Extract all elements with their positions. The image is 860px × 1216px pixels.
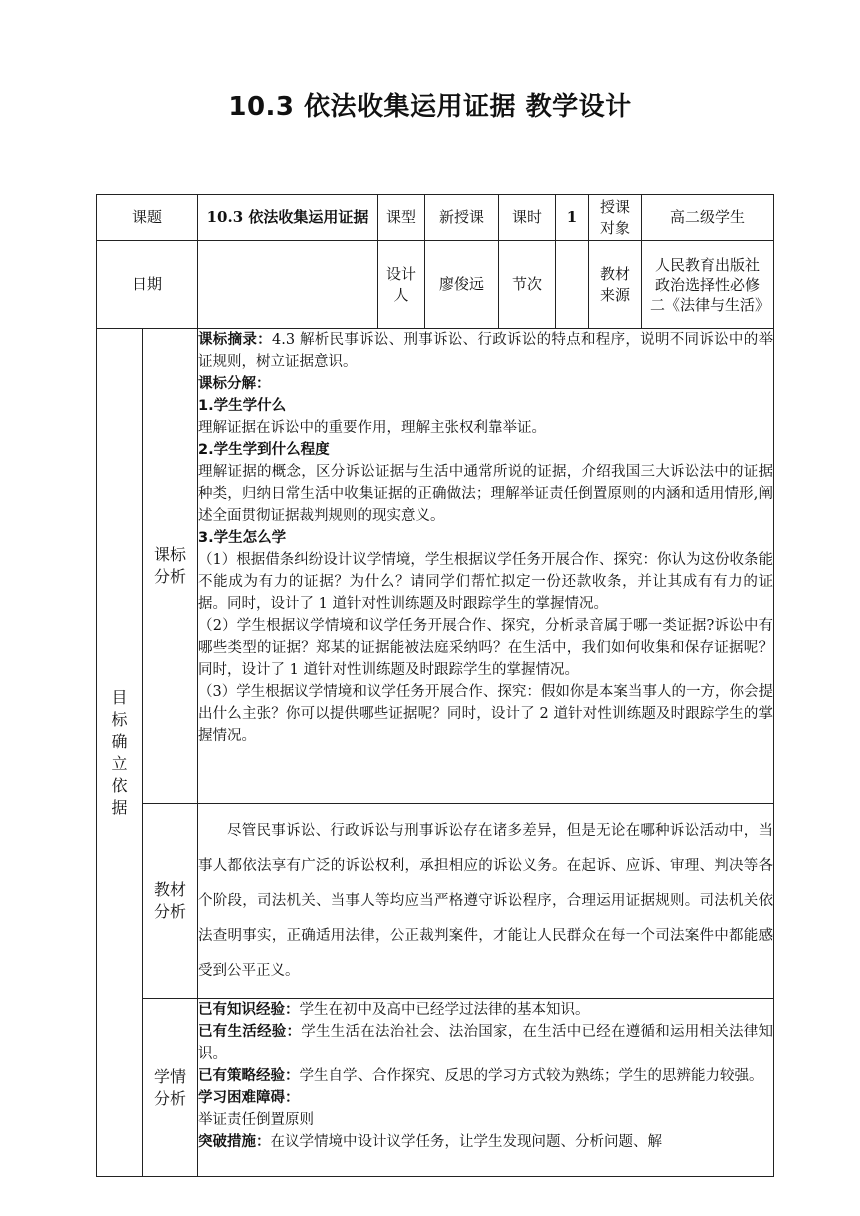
audience-value: 高二级学生 bbox=[642, 195, 774, 241]
designer-value: 廖俊远 bbox=[425, 241, 499, 329]
source-value: 人民教育出版社政治选择性必修二《法律与生活》 bbox=[642, 241, 774, 329]
hours-label: 课时 bbox=[499, 195, 556, 241]
standard-excerpt: 课标摘录：4.3 解析民事诉讼、刑事诉讼、行政诉讼的特点和程序，说明不同诉讼中的举证规则，树立证据意识。 bbox=[198, 332, 774, 370]
textbook-text: 尽管民事诉讼、行政诉讼与刑事诉讼存在诸多差异，但是无论在哪种诉讼活动中，当事人都依法享有广泛的诉讼权利，承担相应的诉讼义务。在起诉、应诉、审理、判决等各个阶段，司法机关、当事人等均应当严格遵守诉讼程序，合理运用证据规则。司法机关依法查明事实，正确适用法律，公正裁判案件，才能让人民群众在每一个司法案件中都能感受到公平正义。 bbox=[198, 804, 774, 999]
type-value: 新授课 bbox=[425, 195, 499, 241]
hours-value: 1 bbox=[556, 195, 589, 241]
section-label: 目标确立依据 bbox=[97, 329, 143, 1177]
life-experience: 已有生活经验：学生生活在法治社会、法治国家，在生活中已经在遵循和运用相关法律知识。 bbox=[198, 1024, 774, 1062]
audience-label: 授课对象 bbox=[589, 195, 642, 241]
breakthrough-measures: 突破措施：在议学情境中设计议学任务，让学生发现问题、分析问题、解 bbox=[198, 1134, 663, 1150]
method-3: （3）学生根据议学情境和议学任务开展合作、探究：假如你是本案当事人的一方，你会提出什么主张？你可以提供哪些证据呢？同时，设计了 2 道针对性训练题及时跟踪学生的掌握情况。 bbox=[198, 684, 774, 744]
question-1: 1.学生学什么 bbox=[198, 398, 287, 414]
header-row-2 bbox=[97, 241, 774, 329]
method-1: （1）根据借条纠纷设计议学情境，学生根据议学任务开展合作、探究：你认为这份收条能不能成为有力的证据？为什么？请同学们帮忙拟定一份还款收条，并让其成有有力的证据。同时，设计了 1 道针对性训练题及时跟踪学生的掌握情况。 bbox=[198, 552, 774, 612]
session-value bbox=[556, 241, 589, 329]
session-label: 节次 bbox=[499, 241, 556, 329]
learner-row bbox=[97, 999, 774, 1177]
document-title: 10.3 依法收集运用证据 教学设计 bbox=[228, 92, 632, 122]
textbook-label: 教材分析 bbox=[143, 804, 198, 999]
date-value bbox=[198, 241, 378, 329]
date-label: 日期 bbox=[97, 241, 198, 329]
standard-row bbox=[97, 329, 774, 804]
textbook-row bbox=[97, 804, 774, 999]
answer-2: 理解证据的概念，区分诉讼证据与生活中通常所说的证据，介绍我国三大诉讼法中的证据种类，归纳日常生活中收集证据的正确做法；理解举证责任倒置原则的内涵和适用情形,阐述全面贯彻证据裁判规则的现实意义。 bbox=[198, 464, 774, 524]
type-label: 课型 bbox=[378, 195, 425, 241]
source-label: 教材来源 bbox=[589, 241, 642, 329]
method-2: （2）学生根据议学情境和议学任务开展合作、探究，分析录音属于哪一类证据?诉讼中有哪些类型的证据？郑某的证据能被法庭采纳吗？在生活中，我们如何收集和保存证据呢？同时，设计了 1 道针对性训练题及时跟踪学生的掌握情况。 bbox=[198, 618, 774, 678]
difficulty-text: 举证责任倒置原则 bbox=[198, 1112, 315, 1128]
strategy-experience: 已有策略经验：学生自学、合作探究、反思的学习方式较为熟练；学生的思辨能力较强。 bbox=[198, 1068, 764, 1084]
difficulty-label: 学习困难障碍： bbox=[198, 1090, 300, 1106]
standard-label: 课标分析 bbox=[143, 329, 198, 804]
answer-1: 理解证据在诉讼中的重要作用，理解主张权利靠举证。 bbox=[198, 420, 547, 436]
topic-value: 10.3 依法收集运用证据 bbox=[198, 195, 378, 241]
question-2: 2.学生学到什么程度 bbox=[198, 442, 330, 458]
designer-label: 设计人 bbox=[378, 241, 425, 329]
standard-breakdown-label: 课标分解： bbox=[198, 376, 271, 392]
topic-label: 课题 bbox=[97, 195, 198, 241]
lesson-plan-table bbox=[96, 194, 774, 1177]
knowledge-experience: 已有知识经验：学生在初中及高中已经学过法律的基本知识。 bbox=[198, 1002, 590, 1018]
header-row-1 bbox=[97, 195, 774, 241]
learner-label: 学情分析 bbox=[143, 999, 198, 1177]
standard-content bbox=[198, 329, 774, 804]
learner-content bbox=[198, 999, 774, 1177]
question-3: 3.学生怎么学 bbox=[198, 530, 287, 546]
